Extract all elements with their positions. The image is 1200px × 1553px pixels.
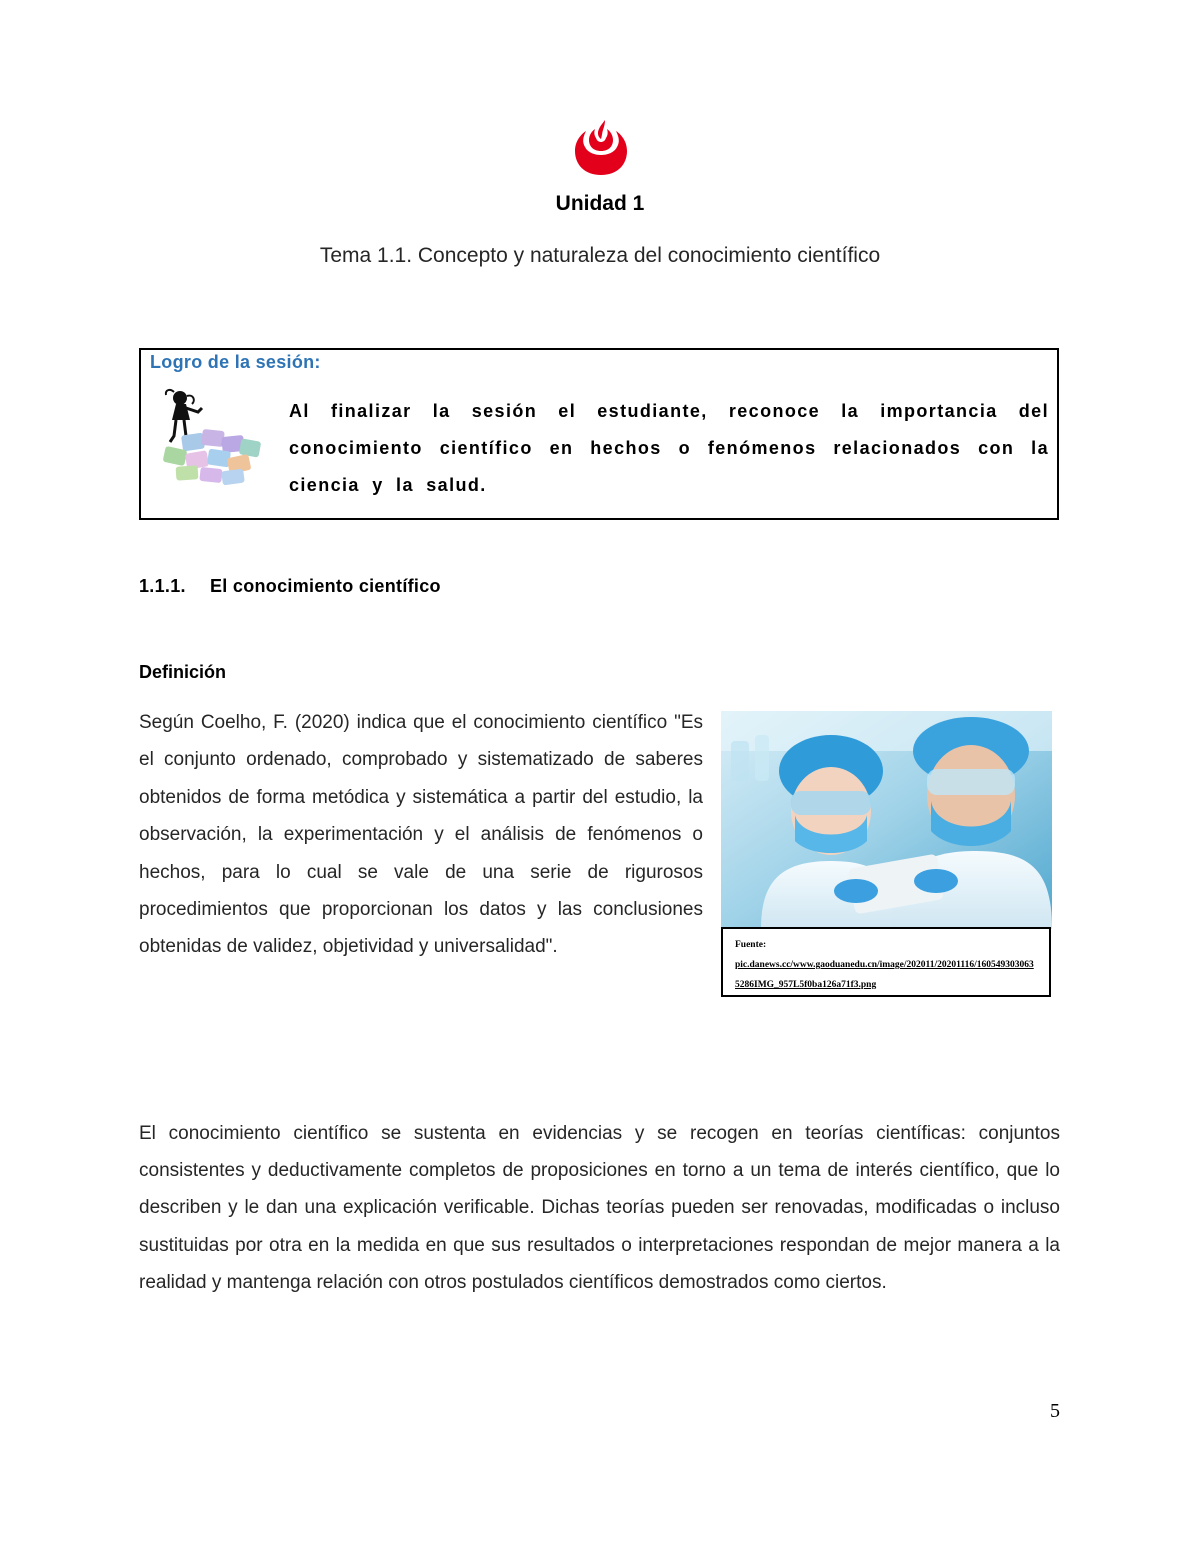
unit-title: Unidad 1 [555, 192, 645, 215]
logro-label: Logro de la sesión: [150, 352, 321, 372]
page-number: 5 [1050, 1400, 1060, 1422]
caption-label: Fuente: [735, 940, 767, 950]
definition-heading: Definición [139, 662, 227, 682]
definition-paragraph: Según Coelho, F. (2020) indica que el conocimiento científico "Es el conjunto ordenado, comprobado y sistematizado de saberes obtenidos de forma metódica y sistemática a partir del estudio, la observación, la experimentación y el análisis de fenómenos o hechos, para lo cual se vale de una serie de rigurosos procedimientos que proporcionan los datos y las conclusiones obtenidas de validez, objetividad y universalidad". [139, 712, 703, 958]
topic-title: Tema 1.1. Concepto y naturaleza del conocimiento científico [319, 244, 881, 267]
section-title: El conocimiento científico [210, 576, 441, 596]
caption-link[interactable]: pic.danews.cc/www.gaoduanedu.cn/image/202011/20201116/1605493030635286IMG_957L5f0ba126a71f3.png [735, 960, 1034, 990]
puzzle-person-icon [160, 386, 266, 486]
scientists-photo [721, 711, 1052, 929]
photo-caption [721, 927, 1051, 997]
body-paragraph: El conocimiento científico se sustenta en evidencias y se recogen en teorías científicas: conjuntos consistentes y deductivamente completos de proposiciones en torno a un tema de interés científico, que lo describen y le dan una explicación verificable. Dichas teorías pueden ser renovadas, modificadas o incluso sustituidas por otra en la medida en que sus resultados o interpretaciones respondan de mejor manera a la realidad y mantenga relación con otros postulados científicos demostrados como ciertos. [139, 1123, 1060, 1293]
section-heading [139, 576, 441, 597]
logro-text: Al finalizar la sesión el estudiante, reconoce la importancia del conocimiento científico en hechos o fenómenos relacionados con la ciencia y la salud. [289, 401, 1049, 495]
upc-logo [572, 118, 630, 176]
section-number: 1.1.1. [139, 576, 186, 596]
